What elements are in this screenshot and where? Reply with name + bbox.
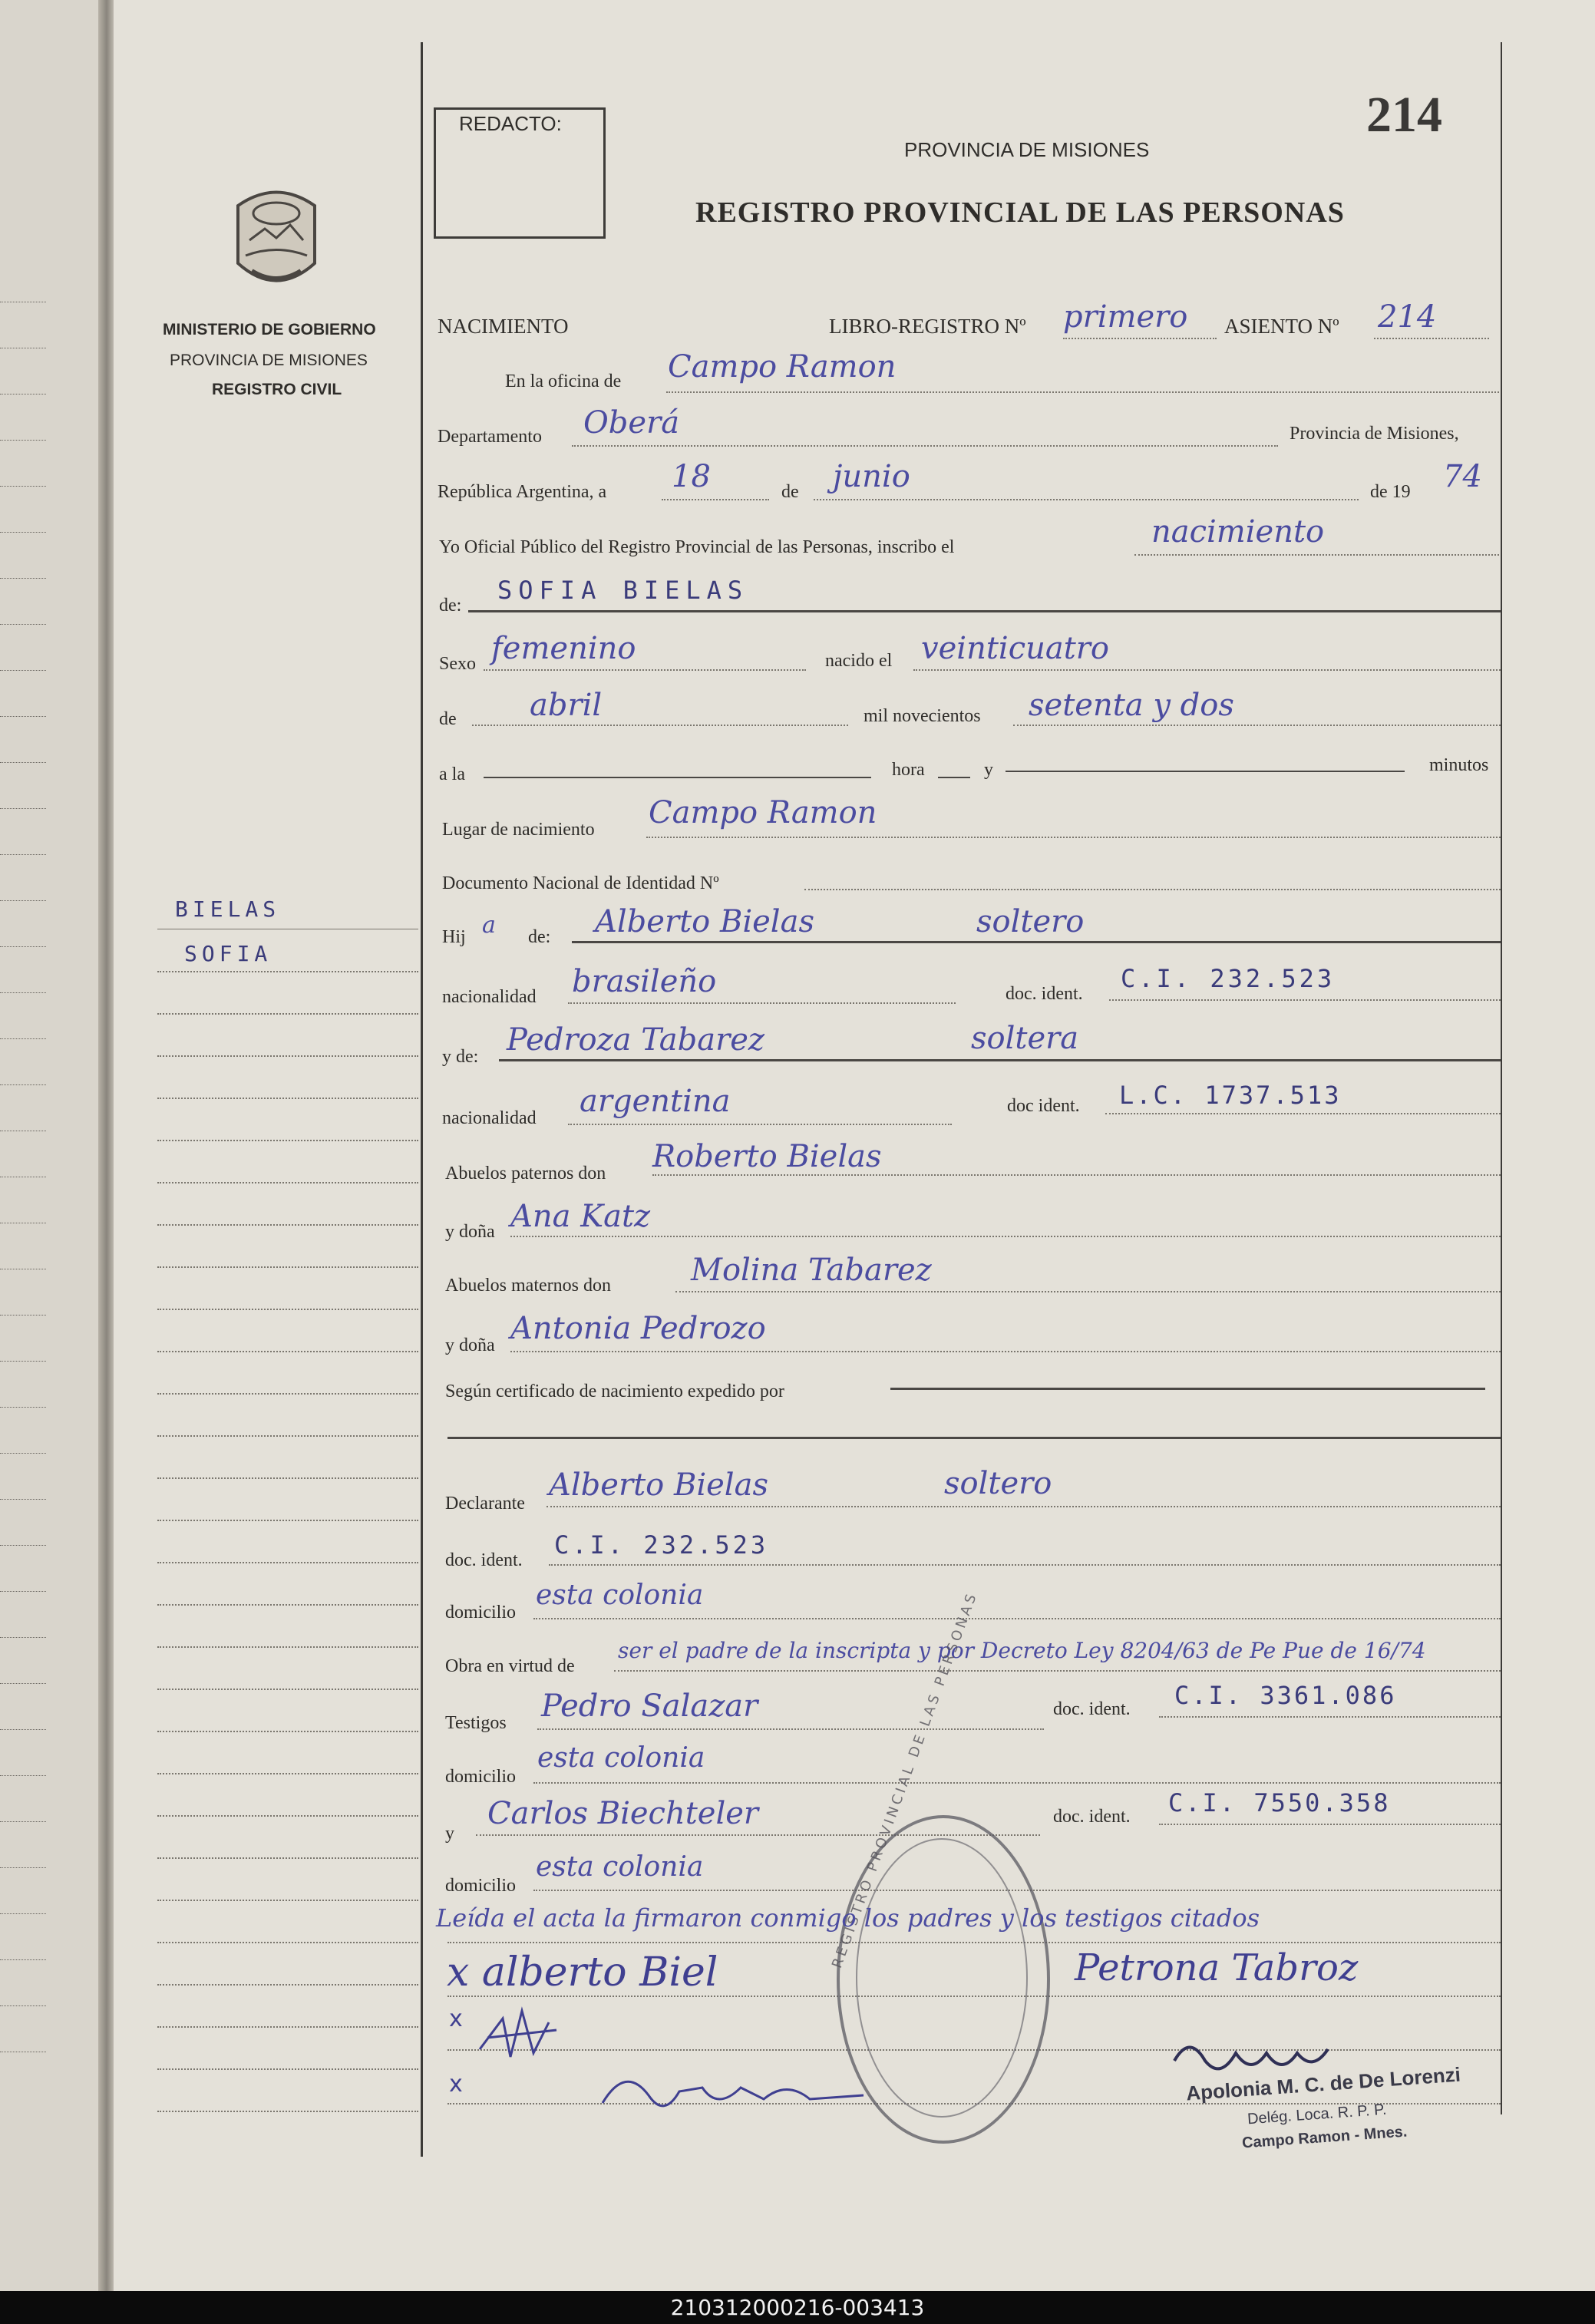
ministerio-label: MINISTERIO DE GOBIERNO: [163, 321, 376, 338]
obra-value: ser el padre de la inscripta y por Decreto Ley 8204/63 de Pe Pue de 16/74: [618, 1638, 1426, 1663]
nac-madre-value: argentina: [580, 1084, 731, 1119]
hijo-suffix: a: [482, 912, 496, 939]
domicilio3-label: domicilio: [445, 1876, 516, 1896]
doc-padre-value: C.I. 232.523: [1121, 964, 1336, 993]
mil-value: setenta y dos: [1029, 688, 1234, 723]
page-number: 214: [1366, 87, 1442, 143]
mes-nac-value: abril: [530, 688, 603, 723]
doc-testigo1-value: C.I. 3361.086: [1174, 1681, 1397, 1710]
mil-label: mil novecientos: [864, 706, 981, 726]
svg-text:x: x: [449, 2071, 463, 2098]
domicilio-testigo1-value: esta colonia: [537, 1742, 705, 1774]
province-title: PROVINCIA DE MISIONES: [904, 138, 1150, 161]
domicilio2-label: domicilio: [445, 1767, 516, 1787]
testigos-label: Testigos: [445, 1713, 507, 1733]
domicilio-value: esta colonia: [536, 1580, 704, 1611]
testigo1-value: Pedro Salazar: [541, 1689, 758, 1724]
firma-oficial-lugar: Campo Ramon - Mnes.: [1241, 2123, 1408, 2152]
oficial-label: Yo Oficial Público del Registro Provincial de las Personas, inscribo el: [439, 537, 955, 557]
registro-civil-label: REGISTRO CIVIL: [212, 381, 342, 398]
nacionalidad2-label: nacionalidad: [442, 1108, 537, 1128]
nacimiento-label: NACIMIENTO: [438, 315, 569, 338]
domicilio-label: domicilio: [445, 1603, 516, 1623]
dni-label: Documento Nacional de Identidad Nº: [442, 873, 719, 893]
image-id-footer: 210312000216-003413: [0, 2291, 1595, 2324]
doc-ident-label: doc. ident.: [1006, 984, 1083, 1004]
oficina-value: Campo Ramon: [668, 349, 897, 385]
abuelo-mat-value: Molina Tabarez: [691, 1253, 932, 1288]
de-nombre-label: de:: [439, 596, 462, 616]
padre-value: Alberto Bielas: [595, 904, 814, 939]
firma-madre: Petrona Tabroz: [1075, 1946, 1359, 1989]
nacido-value: veinticuatro: [921, 631, 1109, 666]
ydona-label: y doña: [445, 1222, 495, 1242]
testigo2-value: Carlos Biechteler: [487, 1796, 759, 1831]
ydona2-label: y doña: [445, 1335, 495, 1355]
stamp-text: REGISTRO PROVINCIAL DE LAS PERSONAS: [829, 1589, 981, 1971]
doc-madre-value: L.C. 1737.513: [1119, 1081, 1342, 1110]
republica-label: República Argentina, a: [438, 482, 607, 502]
margin-line: [421, 42, 423, 2157]
declarante-label: Declarante: [445, 1494, 525, 1514]
padre-estado: soltero: [976, 904, 1085, 939]
doc-declarante-value: C.I. 232.523: [554, 1530, 769, 1560]
de2-label: de: [439, 709, 457, 729]
nacido-label: nacido el: [825, 651, 893, 671]
provincia-label: Provincia de Misiones,: [1290, 424, 1459, 444]
hijo-de-label: de:: [528, 927, 551, 947]
right-border-line: [1501, 42, 1502, 2114]
y-label: y: [984, 760, 993, 780]
doc-ident2-label: doc ident.: [1007, 1096, 1080, 1116]
provincia-sidebar-label: PROVINCIA DE MISIONES: [170, 352, 368, 369]
lugar-value: Campo Ramon: [649, 795, 877, 830]
firma-oficial-cargo: Delég. Loca. R. P. P.: [1247, 2101, 1388, 2128]
libro-value: primero: [1063, 299, 1188, 335]
libro-label: LIBRO-REGISTRO Nº: [829, 315, 1026, 338]
abuelos-mat-label: Abuelos maternos don: [445, 1276, 611, 1296]
departamento-value: Oberá: [583, 405, 680, 441]
firma-padre: x alberto Biel: [447, 1949, 718, 1996]
anio-value: 74: [1443, 459, 1482, 494]
nombre-value: SOFIA BIELAS: [497, 576, 749, 605]
hijo-label: Hij: [442, 927, 466, 947]
lugar-label: Lugar de nacimiento: [442, 820, 595, 840]
official-stamp-inner: [856, 1838, 1028, 2118]
madre-estado: soltera: [971, 1021, 1079, 1056]
departamento-label: Departamento: [438, 427, 542, 447]
firma-oficial: Apolonia M. C. de De Lorenzi: [1185, 2062, 1461, 2105]
minutos-label: minutos: [1429, 755, 1489, 775]
asiento-label: ASIENTO Nº: [1224, 315, 1339, 338]
redacto-label: REDACTO:: [459, 112, 562, 135]
oficina-label: En la oficina de: [505, 371, 622, 391]
madre-value: Pedroza Tabarez: [507, 1022, 764, 1058]
abuela-mat-value: Antonia Pedrozo: [510, 1311, 766, 1346]
nacionalidad-label: nacionalidad: [442, 987, 537, 1007]
hora-label: hora: [892, 760, 925, 780]
svg-text:x: x: [449, 2005, 463, 2032]
domicilio-testigo2-value: esta colonia: [536, 1851, 704, 1883]
abuelo-pat-value: Roberto Bielas: [652, 1139, 882, 1174]
leida-text: Leída el acta la firmaron conmigo los padres y los testigos citados: [436, 1903, 1260, 1933]
book-gutter: [98, 0, 115, 2291]
certificado-label: Según certificado de nacimiento expedido por: [445, 1382, 784, 1401]
declarante-estado: soltero: [944, 1466, 1052, 1501]
ala-label: a la: [439, 764, 465, 784]
abuelos-pat-label: Abuelos paternos don: [445, 1164, 606, 1183]
doc-ident3-label: doc. ident.: [445, 1550, 523, 1570]
index-name: SOFIA: [184, 941, 272, 966]
yde-label: y de:: [442, 1047, 479, 1067]
left-page: [0, 0, 111, 2291]
witness-signature-2: [449, 2057, 879, 2134]
y2-label: y: [445, 1824, 454, 1844]
doc-ident4-label: doc. ident.: [1053, 1699, 1131, 1719]
de-mes-label: de: [781, 482, 799, 502]
nac-padre-value: brasileño: [572, 964, 717, 999]
anio-label: de 19: [1370, 482, 1411, 502]
oficial-value: nacimiento: [1151, 514, 1325, 550]
declarante-value: Alberto Bielas: [549, 1467, 768, 1503]
dia-value: 18: [672, 459, 711, 494]
index-surname: BIELAS: [175, 896, 281, 922]
doc-testigo2-value: C.I. 7550.358: [1168, 1788, 1391, 1817]
doc-ident5-label: doc. ident.: [1053, 1807, 1131, 1827]
obra-label: Obra en virtud de: [445, 1656, 575, 1676]
sexo-value: femenino: [491, 631, 636, 666]
seal-emblem-icon: [223, 183, 330, 305]
registry-title: REGISTRO PROVINCIAL DE LAS PERSONAS: [695, 196, 1345, 229]
mes-value: junio: [833, 459, 910, 494]
sexo-label: Sexo: [439, 654, 476, 674]
asiento-value: 214: [1378, 299, 1437, 335]
abuela-pat-value: Ana Katz: [510, 1199, 651, 1234]
